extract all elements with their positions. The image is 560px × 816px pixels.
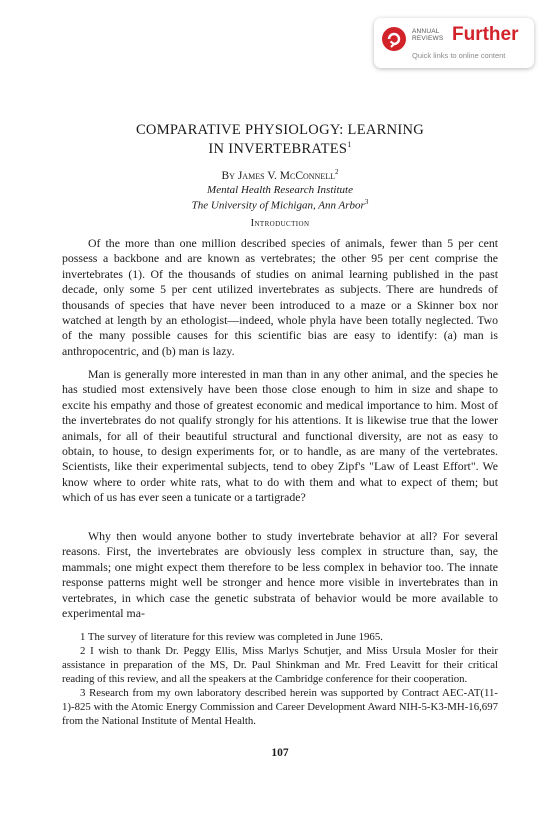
footnote-3: 3 Research from my own laboratory described herein was supported by Contract AEC-AT(11-1)-825 with the Atomic Energy Commission and Career Development Award NIH-5-K3-MH-16,697 from the National Institute of Mental Health. (62, 687, 498, 727)
footnote-1: 1 The survey of literature for this review was completed in June 1965. (80, 631, 383, 643)
body-paragraph-1: Of the more than one million described species of animals, fewer than 5 per cent possess a backbone and are known as vertebrates; the other 95 per cent comprise the invertebrates (1). Of the thousands of studies on animal learning published in the past decade, only some 5 per cent utilized invertebrates as subjects. There are hundreds of thousands of species that have never been introduced to a maze or a Skinner box nor watched at length by an ethologist—indeed, whole phyla have been totally neglected. Two of the many possible causes for this scientific bias are easy to identify: (a) man is anthropocentric, and (b) man is lazy. (62, 236, 498, 358)
further-label: Further (452, 24, 519, 45)
article-title-line-1: COMPARATIVE PHYSIOLOGY: LEARNING (135, 122, 425, 138)
quick-links-tagline: Quick links to online content (412, 51, 506, 60)
author-line: By James V. McConnell$^2$ (221, 168, 339, 182)
annual-reviews-label: ANNUAL REVIEWS (412, 28, 444, 42)
article-title-line-2: IN INVERTEBRATES$^1$ (208, 140, 352, 157)
university-footnote-marker: 3 (364, 198, 369, 206)
footnote-2: 2 I wish to thank Dr. Peggy Ellis, Miss Marlys Schutjer, and Miss Ursula Mosler for their assistance in preparation of the MS, Dr. Paul Shinkman and Mr. Fred Leavitt for their critical reading of this review, and all the speakers at the Cambridge conference for their cooperation. (62, 645, 498, 685)
institution: Mental Health Research Institute (207, 184, 353, 196)
university: The University of Michigan, Ann Arbor$^3$ (191, 198, 369, 212)
author-footnote-marker: 2 (335, 168, 339, 176)
footnotes (62, 630, 498, 728)
body-paragraph-2: Man is generally more interested in man than in any other animal, and the species he has studied most extensively have been those close enough to him in size and shape to excite his empathy and those of greatest economic and medical importance to him. Most of the invertebrates do not qualify strongly for his attentions. It is likewise true that the lower animals, for all of their beautiful structural and functional diversity, are not as easy to obtain, to house, to design experiments for, or to handle, as are many of the vertebrates. Scientists, like their experimental subjects, tend to obey Zipf's "Law of Least Effort". We know where to order white rats, what to do with them and what to expect of them; but which of us has ever seen a tunicate or a tartigrade? (62, 367, 498, 505)
annual-reviews-further-badge[interactable] (374, 18, 534, 68)
further-logo-icon (382, 27, 406, 51)
title-footnote-marker: 1 (347, 140, 352, 149)
section-heading: Introduction (250, 218, 310, 229)
body-paragraph-3: Why then would anyone bother to study invertebrate behavior at all? For several reasons. First, the invertebrates are obviously less complex in structure than, say, the mammals; one might expect them therefore to be less complex in behavior too. The innate response patterns might well be stronger and hence more visible in invertebrates than in vertebrates, in which case the genetic substrata of behavior would be more available to experimental ma- (62, 529, 498, 621)
page-number: 107 (271, 747, 289, 759)
